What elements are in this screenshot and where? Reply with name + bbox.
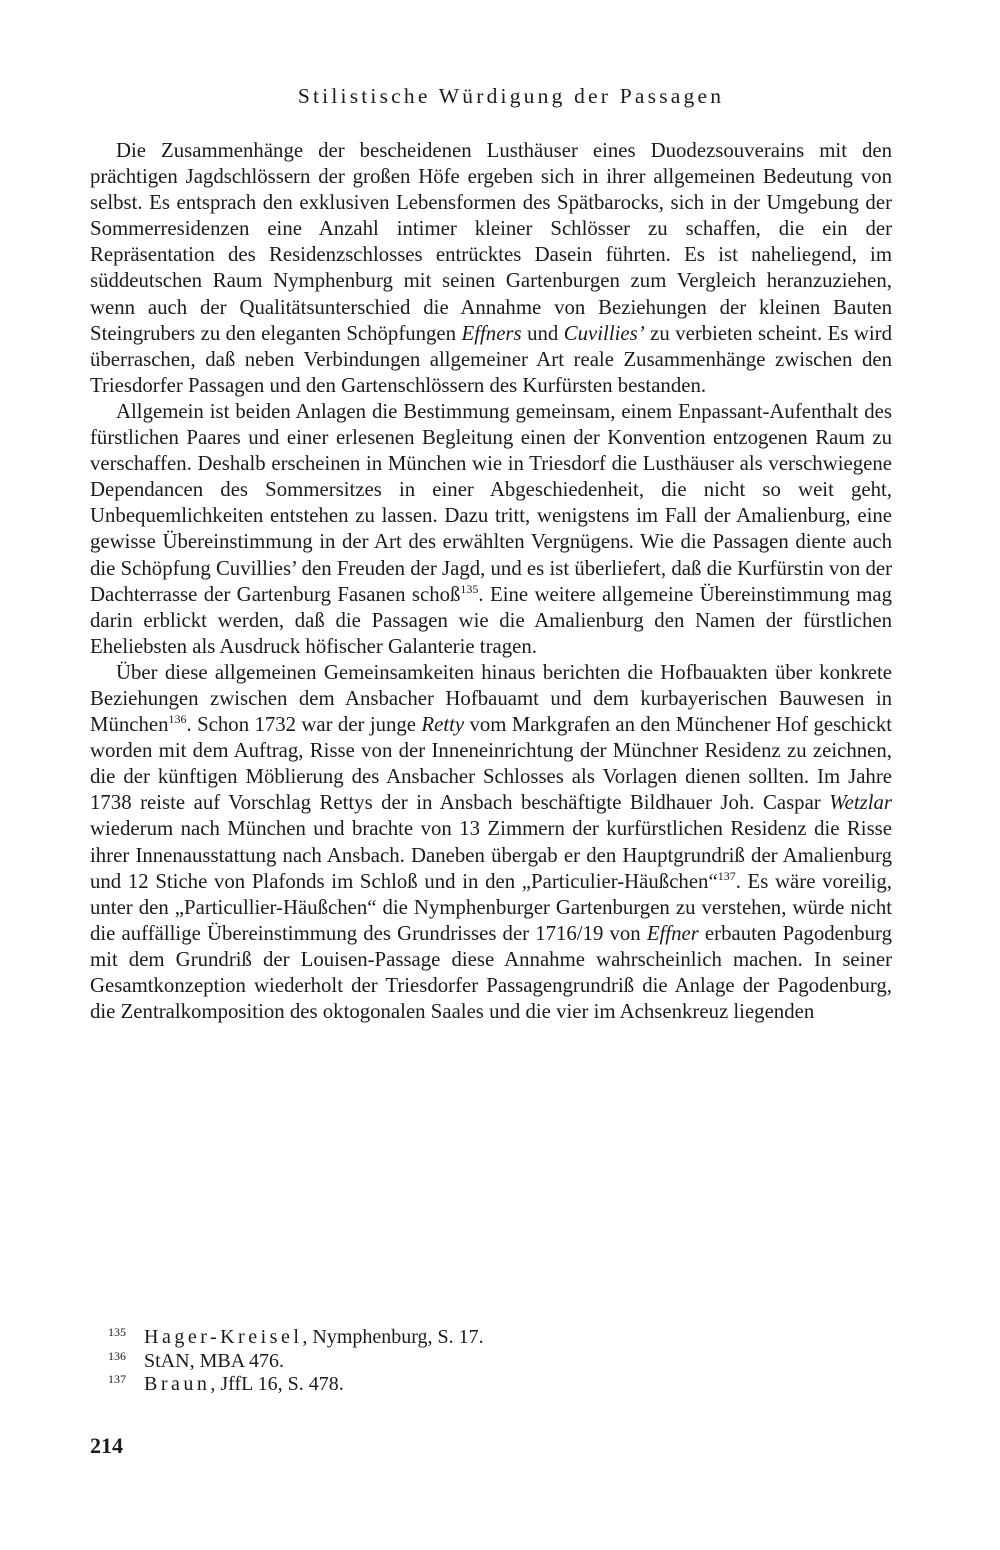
body-text — [90, 138, 892, 1025]
text-run: Die Zusammenhänge der bescheidenen Lusthäuser eines Duodezsouverains mit den prächtigen Jagdschlössern der großen Höfe ergeben sich in ihrer allgemeinen Bedeutung von selbst. Es entsprach den exklusiven Lebensformen des Spätbarocks, sich in der Umgebung der Sommerresidenzen eine Anzahl intimer kleiner Schlösser zu schaffen, die ein der Repräsentation des Residenzschlosses entrücktes Dasein führten. Es ist naheliegend, im süddeutschen Raum Nymphenburg mit seinen Gartenburgen zum Vergleich heranzuziehen, wenn auch der Qualitätsunterschied die Annahme von Beziehungen der kleinen Bauten Steingrubers zu den eleganten Schöpfungen — [90, 139, 892, 345]
text-run: . Es wäre voreilig, unter den „Particullier-Häußchen“ die Nymphenburger Gartenburgen zu verstehen, würde nicht die auffällige Übereinstimmung des Grundrisses der 1716/19 von — [90, 869, 892, 945]
italic-name: Effners — [461, 321, 522, 345]
paragraph — [90, 138, 892, 399]
page — [90, 80, 892, 1025]
text-run: zu verbieten scheint. Es wird überraschen, daß neben Verbindungen allgemeiner Art reale Zusammenhänge zwischen den Triesdorfer Passagen und den Gartenschlössern des Kurfürsten bestanden. — [90, 321, 893, 397]
footnote-ref: 137 — [717, 868, 736, 883]
text-run: und — [521, 321, 564, 345]
text-run: Über diese allgemeinen Gemeinsamkeiten hinaus berichten die Hofbauakten über konkrete Beziehungen zwischen dem Ansbacher Hofbauamt und dem kurbayerischen Bauwesen in München — [90, 660, 892, 737]
footnote: 137 Braun, JffL 16, S. 478. — [108, 1372, 344, 1395]
text-run: vom Markgrafen an den Münchener Hof geschickt worden mit dem Auftrag, Risse von der Inneneinrichtung der Münchner Residenz zu zeichnen, die der künftigen Möblierung des Ansbacher Schlosses als Vorlagen dienen sollten. Im Jahre 1738 reiste auf Vorschlag Rettys der in Ansbach beschäftigte Bildhauer Joh. Caspar — [90, 713, 892, 815]
italic-name: Wetzlar — [829, 791, 892, 815]
footnote-ref: 136 — [168, 712, 187, 727]
text-run: Allgemein ist beiden Anlagen die Bestimmung gemeinsam, einem Enpassant-Aufenthalt des fürstlichen Paares und einer erlesenen Begleitung einen der Konvention entzogenen Raum zu verschaffen. Deshalb erscheinen in München wie in Triesdorf die Lusthäuser als verschwiegene Dependancen des Sommersitzes in einer Abgeschiedenheit, die nicht so weit geht, Unbequemlichkeiten entstehen zu lassen. Dazu tritt, wenigstens im Fall der Amalienburg, eine gewisse Übereinstimmung in der Art des erwählten Vergnügens. Wie die Passagen diente auch die Schöpfung Cuvillies’ den Freuden der Jagd, und es ist überliefert, daß die Kurfürstin von der Dachterrasse der Gartenburg Fasanen schoß — [90, 399, 892, 606]
footnotes — [108, 1326, 888, 1397]
footnote-text: , Nymphenburg, S. 17. — [302, 1326, 484, 1348]
text-run: erbauten Pagodenburg mit dem Grundriß der Louisen-Passage diese Annahme wahrscheinlich machen. In seiner Gesamtkonzeption wiederholt der Triesdorfer Passagengrundriß die Anlage der Pagodenburg, die Zentralkomposition des oktogonalen Saales und die vier im Achsenkreuz liegenden — [90, 921, 892, 1024]
text-run: . Eine weitere allgemeine Übereinstimmung mag darin erblickt werden, daß die Passagen wie die Amalienburg den Namen der fürstlichen Eheliebsten als Ausdruck höfischer Galanterie tragen. — [90, 582, 892, 658]
paragraph — [90, 660, 892, 1025]
text-run: . Schon 1732 war der junge — [186, 713, 422, 737]
footnote-ref: 135 — [460, 581, 479, 596]
footnote-text: , JffL 16, S. 478. — [210, 1373, 344, 1395]
italic-name: Cuvillies’ — [563, 321, 645, 345]
text-run: wiederum nach München und brachte von 13 Zimmern der kurfürstlichen Residenz die Risse ihrer Innenausstattung nach Ansbach. Daneben übergab er den Hauptgrundriß der Amalienburg und 12 Stiche von Plafonds im Schloß und in den „Particulier-Häußchen“ — [90, 817, 892, 893]
footnote: 136 StAN, MBA 476. — [108, 1348, 285, 1372]
footnote: 135 Hager-Kreisel, Nymphenburg, S. 17. — [108, 1325, 484, 1348]
footnote-author: Braun — [144, 1373, 211, 1395]
italic-name: Effner — [646, 921, 699, 945]
page-number: 214 — [90, 1433, 123, 1458]
paragraph — [90, 399, 892, 660]
italic-name: Retty — [421, 713, 465, 737]
running-head: Stilistische Würdigung der Passagen — [297, 84, 725, 108]
footnote-author: Hager-Kreisel — [144, 1326, 303, 1348]
footnote-text: StAN, MBA 476. — [144, 1349, 285, 1372]
